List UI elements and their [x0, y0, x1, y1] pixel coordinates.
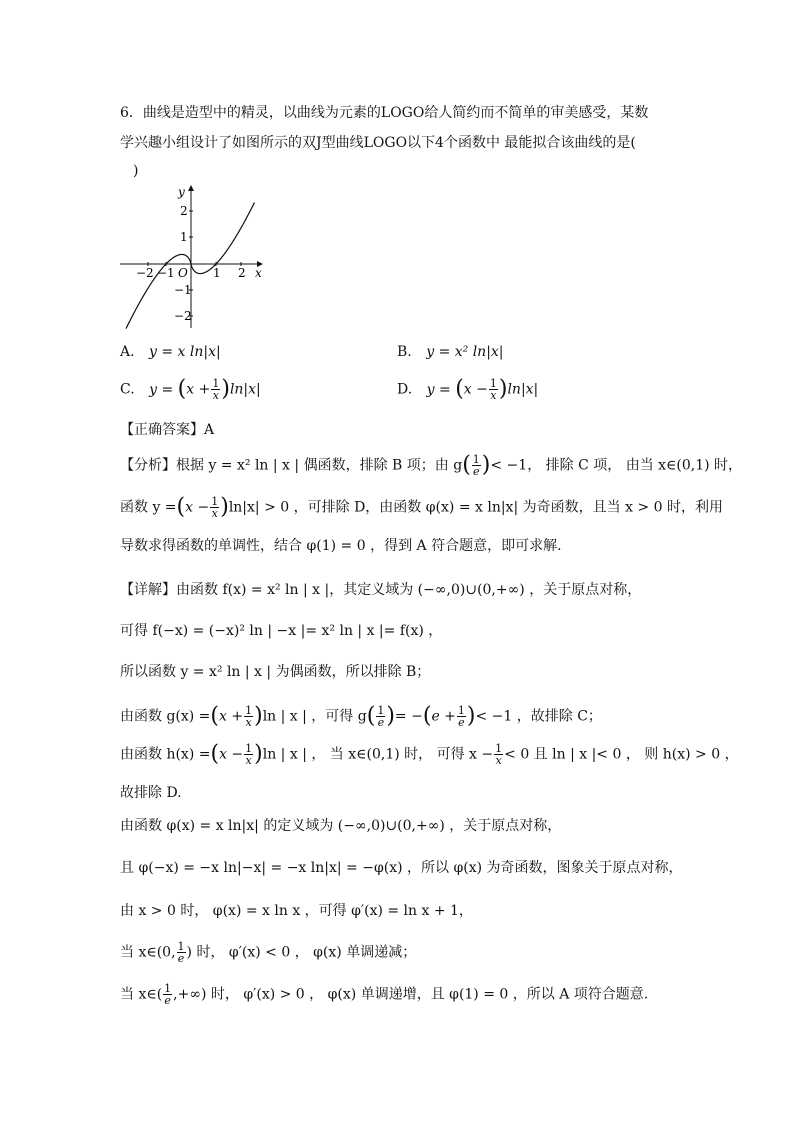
detail-line-8: 且 φ(−x) = −x ln|−x| = −x ln|x| = −φ(x) ，所以 φ(x) 为奇函数，图象关于原点对称，: [120, 860, 683, 876]
origin-label: O: [178, 266, 188, 280]
x-tick-label: 1: [213, 266, 221, 280]
y-tick-label: −1: [174, 283, 192, 297]
y-axis-label: y: [178, 185, 185, 199]
analysis-line-3: 导数求得函数的单调性，结合 φ(1) = 0 ，得到 A 符合题意，即可求解.: [120, 538, 562, 554]
analysis-line-2: 函数 y =(x − $\frac{1}{x}$ )ln|x| > 0 ，可排除 D，由函数 φ(x) = x ln|x| 为奇函数，且当 x > 0 时，利用: [120, 494, 723, 520]
x-tick-label: −1: [157, 266, 175, 280]
option-d-expr: ln|x|: [507, 381, 539, 398]
correct-answer: 【正确答案】A: [120, 422, 215, 438]
detail-line-11: 当 x∈( $\frac{1}{e}$ ,+∞) 时， φ′(x) > 0 ， φ(x) 单调递增，且 φ(1) = 0 ，所以 A 项符合题意.: [120, 982, 649, 1007]
option-d[interactable]: D. y = (x − $\frac{1}{x}$ )ln|x|: [397, 376, 539, 402]
function-graph: [118, 182, 268, 332]
analysis-line-1: 【分析】根据 y = x² ln | x | 偶函数，排除 B 项；由 g( $\frac{1}{e}$ )< −1， 排除 C 项， 由当 x∈(0,1) 时，: [120, 452, 743, 478]
detail-line-4: 由函数 g(x) =(x + $\frac{1}{x}$ )ln | x | ，可得 g( $\frac{1}{e}$ )= −(e + $\frac{1}{e}$ )< −1 ，故排除 C；: [120, 703, 602, 729]
detail-line-1: 【详解】由函数 f(x) = x² ln | x |，其定义域为 (−∞,0)∪(0,+∞) ，关于原点对称，: [120, 582, 642, 598]
option-d-label: D.: [397, 381, 413, 398]
detail-line-9: 由 x > 0 时， φ(x) = x ln x ，可得 φ′(x) = ln x + 1，: [120, 903, 473, 919]
detail-line-3: 所以函数 y = x² ln | x | 为偶函数，所以排除 B；: [120, 664, 431, 680]
detail-line-5: 由函数 h(x) =(x − $\frac{1}{x}$ )ln | x | ， 当 x∈(0,1) 时， 可得 x − $\frac{1}{x}$ < 0 且 ln | x |< 0 ， 则 h(x) > 0 ，: [120, 741, 739, 767]
option-c-label: C.: [120, 381, 135, 398]
detail-line-10: 当 x∈(0, $\frac{1}{e}$ ) 时， φ′(x) < 0 ， φ(x) 单调递减；: [120, 940, 417, 965]
option-c-expr: ln|x|: [229, 381, 261, 398]
x-tick-label: 2: [238, 266, 246, 280]
question-line-3: ): [133, 163, 139, 179]
option-b[interactable]: [397, 344, 504, 360]
detail-line-7: 由函数 φ(x) = x ln|x| 的定义域为 (−∞,0)∪(0,+∞) ，关于原点对称，: [120, 818, 562, 834]
option-b-expr: y = x² ln|x|: [426, 344, 504, 360]
option-a-expr: y = x ln|x|: [149, 344, 221, 360]
x-axis-label: x: [255, 266, 262, 280]
detail-line-6: 故排除 D.: [120, 785, 182, 801]
option-a[interactable]: [120, 344, 221, 360]
question-line-2: 学兴趣小组设计了如图所示的双J型曲线LOGO以下4个函数中 最能拟合该曲线的是(: [120, 135, 636, 151]
x-tick-label: −2: [136, 266, 154, 280]
question-line-1: 6．曲线是造型中的精灵，以曲线为元素的LOGO给人简约而不简单的审美感受，某数: [120, 105, 649, 121]
y-tick-label: −2: [174, 309, 192, 323]
option-b-label: B.: [397, 344, 412, 360]
detail-line-2: 可得 f(−x) = (−x)² ln | −x |= x² ln | x |= f(x) ，: [120, 623, 443, 639]
option-a-label: A.: [120, 344, 135, 360]
y-tick-label: 1: [180, 230, 188, 244]
y-tick-label: 2: [180, 204, 188, 218]
option-c[interactable]: C. y = (x + $\frac{1}{x}$ )ln|x|: [120, 376, 261, 402]
